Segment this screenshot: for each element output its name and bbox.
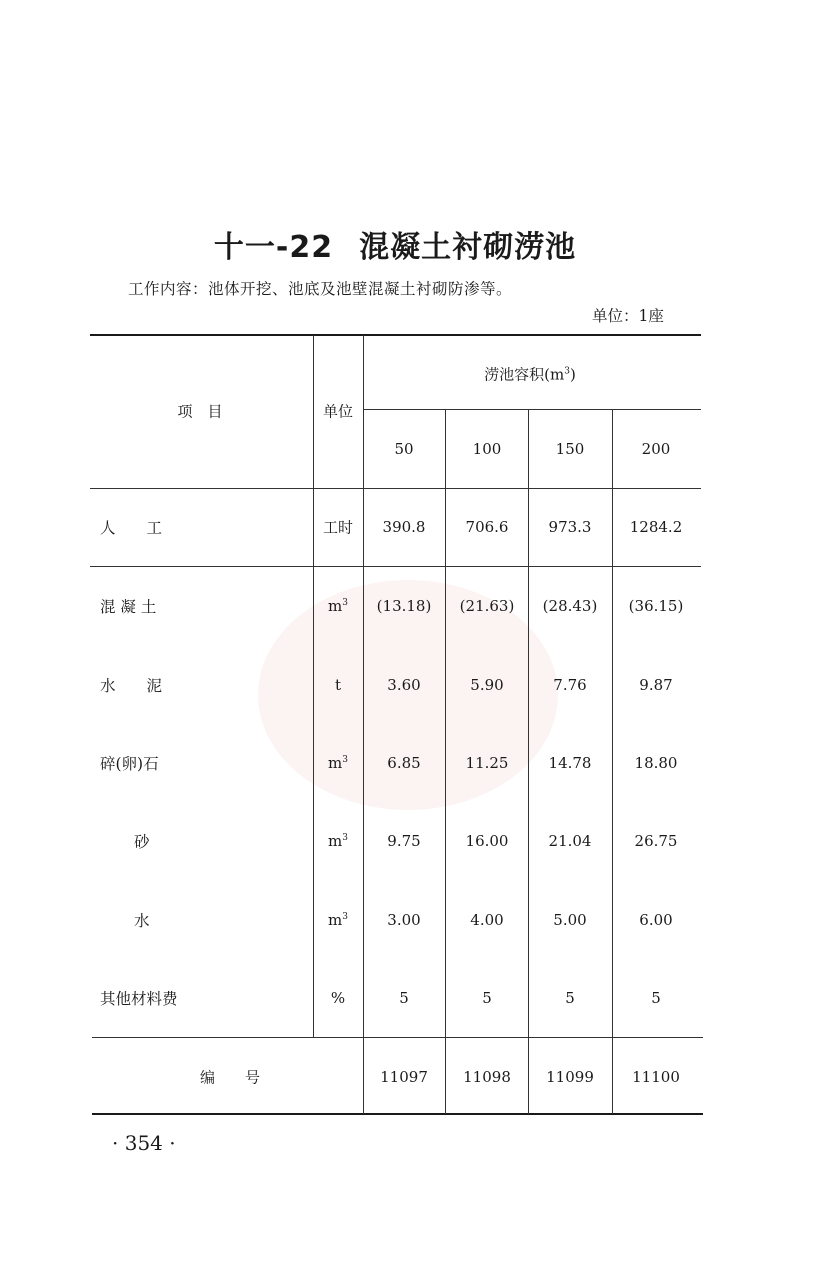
value-sand-150: 21.04 xyxy=(548,832,592,850)
row-unit-cement-text: t xyxy=(334,676,342,694)
value-water-50: 3.00 xyxy=(387,911,421,929)
col-divider-1 xyxy=(445,410,446,1114)
value-cement-200: 9.87 xyxy=(639,676,673,694)
row-unit-gravel-text: m xyxy=(328,754,343,772)
value-water-100: 4.00 xyxy=(470,911,504,929)
table-top-rule xyxy=(90,334,701,336)
code-100: 11098 xyxy=(463,1068,511,1086)
header-volume-sup: 3 xyxy=(564,366,570,377)
value-other-50: 5 xyxy=(399,989,409,1007)
row-unit-sand-sup: 3 xyxy=(342,833,348,843)
value-gravel-50: 6.85 xyxy=(387,754,421,772)
value-other-100: 5 xyxy=(482,989,492,1007)
page-title xyxy=(0,222,790,266)
value-sand-100: 16.00 xyxy=(465,832,509,850)
row-unit-water xyxy=(328,911,348,929)
footer-label: 编 号 xyxy=(199,1068,261,1087)
header-size-200: 200 xyxy=(641,440,671,458)
header-volume xyxy=(484,364,576,385)
header-size-100: 100 xyxy=(472,440,502,458)
row-item-gravel: 碎(卵)石 xyxy=(100,755,159,773)
row-item-sand: 砂 xyxy=(134,833,150,851)
value-water-200: 6.00 xyxy=(639,911,673,929)
col-divider-2 xyxy=(528,410,529,1114)
value-cement-100: 5.90 xyxy=(470,676,504,694)
work-content: 工作内容：池体开挖、池底及池壁混凝土衬砌防渗等。 xyxy=(128,280,513,298)
value-gravel-100: 11.25 xyxy=(465,754,509,772)
row-unit-gravel xyxy=(328,754,348,772)
row-unit-concrete-text: m xyxy=(328,597,343,615)
unit-note: 单位：1座 xyxy=(592,307,664,325)
row-item-labor: 人 工 xyxy=(100,519,163,537)
value-cement-150: 7.76 xyxy=(553,676,587,694)
row-unit-other-text: % xyxy=(330,989,346,1007)
code-50: 11097 xyxy=(380,1068,428,1086)
row-unit-sand xyxy=(328,832,348,850)
header-volume-close: ) xyxy=(569,365,576,384)
section-title-text: 混凝土衬砌涝池 xyxy=(359,230,577,265)
value-sand-200: 26.75 xyxy=(634,832,678,850)
row-unit-labor-text: 工时 xyxy=(322,518,354,537)
row-item-other: 其他材料费 xyxy=(100,990,178,1008)
header-unit: 单位 xyxy=(322,402,354,421)
value-other-200: 5 xyxy=(651,989,661,1007)
header-item: 项 目 xyxy=(177,402,223,421)
header-volume-text: 涝池容积(m xyxy=(484,365,565,384)
col-divider-3 xyxy=(612,410,613,1114)
value-gravel-200: 18.80 xyxy=(634,754,678,772)
row-item-water: 水 xyxy=(134,912,150,930)
page-number: · 354 · xyxy=(112,1131,176,1155)
value-concrete-50: (13.18) xyxy=(376,597,432,615)
unit-values-divider xyxy=(363,335,364,1114)
value-concrete-150: (28.43) xyxy=(542,597,598,615)
row-unit-gravel-sup: 3 xyxy=(342,755,348,765)
row-unit-concrete xyxy=(328,597,348,615)
value-gravel-150: 14.78 xyxy=(548,754,592,772)
value-sand-50: 9.75 xyxy=(387,832,421,850)
row-item-concrete: 混 凝 土 xyxy=(100,598,157,616)
header-bottom-rule xyxy=(90,488,701,489)
code-200: 11100 xyxy=(632,1068,680,1086)
row-unit-sand-text: m xyxy=(328,832,343,850)
code-150: 11099 xyxy=(546,1068,594,1086)
value-labor-50: 390.8 xyxy=(382,518,426,536)
row-unit-water-sup: 3 xyxy=(342,912,348,922)
value-water-150: 5.00 xyxy=(553,911,587,929)
row-unit-cement xyxy=(335,676,341,694)
value-concrete-100: (21.63) xyxy=(459,597,515,615)
row-unit-labor xyxy=(323,517,353,538)
row-item-cement: 水 泥 xyxy=(100,677,163,695)
labor-bottom-rule xyxy=(90,566,701,567)
value-concrete-200: (36.15) xyxy=(628,597,684,615)
value-labor-150: 973.3 xyxy=(548,518,592,536)
value-cement-50: 3.60 xyxy=(387,676,421,694)
value-labor-200: 1284.2 xyxy=(629,518,683,536)
group-header-rule xyxy=(364,409,701,410)
value-labor-100: 706.6 xyxy=(465,518,509,536)
header-size-50: 50 xyxy=(394,440,414,458)
row-unit-water-text: m xyxy=(328,911,343,929)
value-other-150: 5 xyxy=(565,989,575,1007)
header-size-150: 150 xyxy=(555,440,585,458)
row-unit-concrete-sup: 3 xyxy=(342,598,348,608)
item-unit-divider xyxy=(313,335,314,1037)
row-unit-other xyxy=(331,989,345,1007)
section-code: 十一-22 xyxy=(213,230,334,265)
